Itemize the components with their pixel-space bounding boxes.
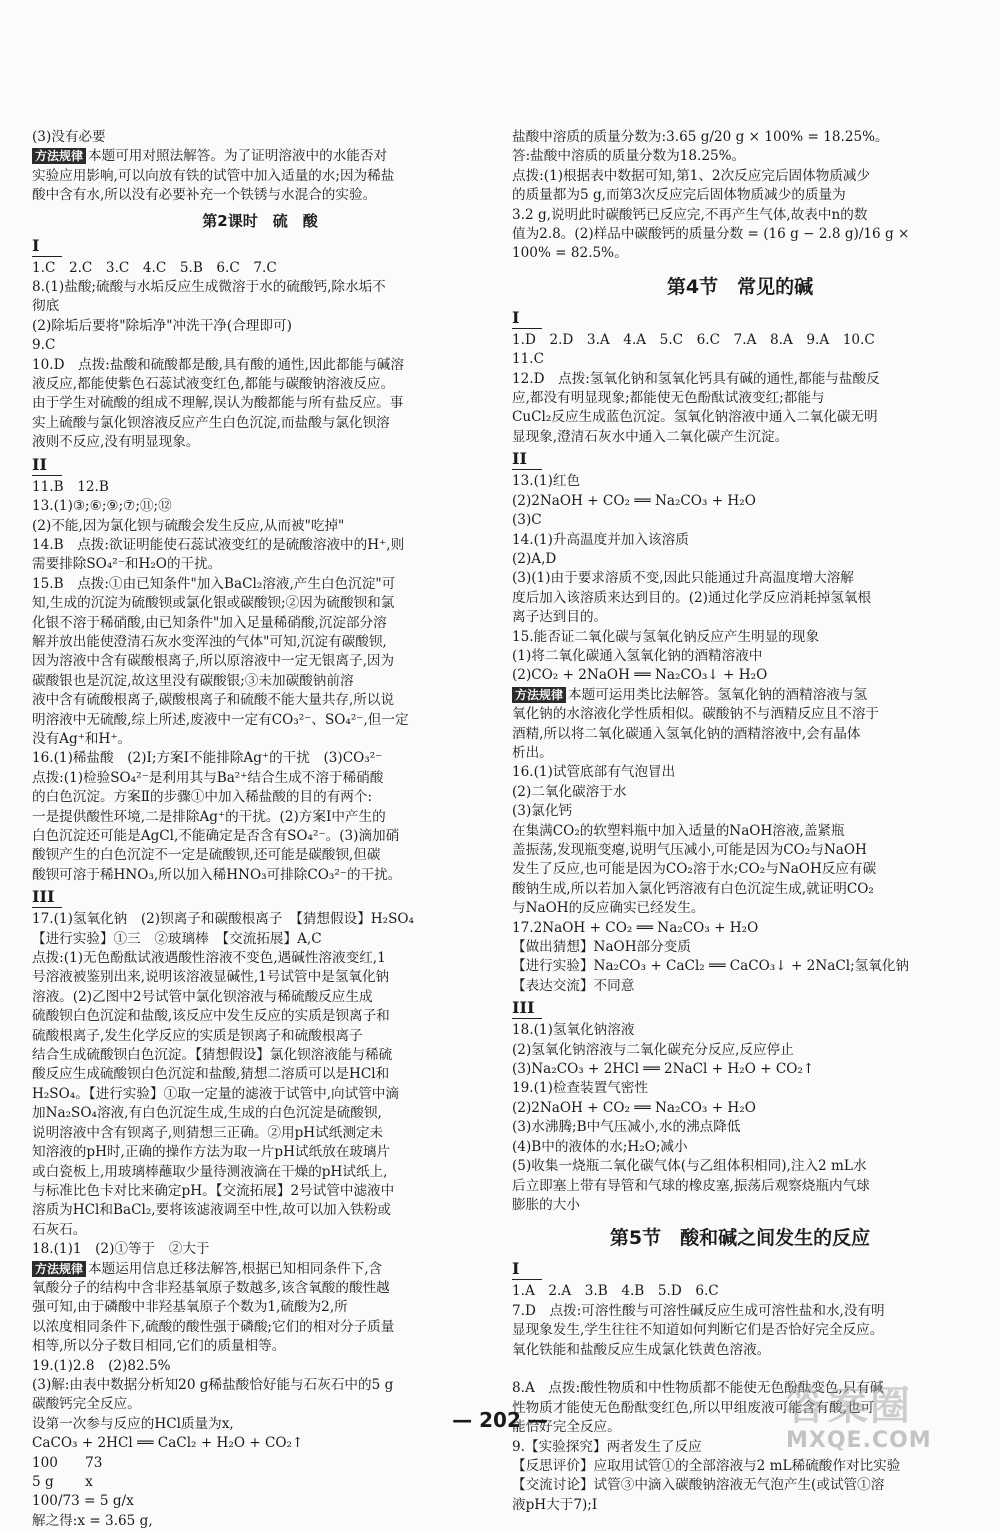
text-line: 【做出猜想】NaOH部分变质: [512, 939, 691, 956]
text-line: 显现象发生,学生往往不知道如何判断它们是否恰好完全反应。: [512, 1322, 884, 1339]
text-line: 【进行实验】①三 ②玻璃棒 【交流拓展】A,C: [32, 930, 322, 947]
text-line: 酒精,所以将二氧化碳通入氢氧化钠的酒精溶液中,会有晶体: [512, 725, 861, 742]
text-line: 点拨:(1)根据表中数据可知,第1、2次反应完后固体物质减少: [512, 167, 871, 184]
text-line: 酸反应生成硫酸钡白色沉淀和盐酸,猜想二溶质可以是HCl和: [32, 1066, 390, 1083]
section-title: 第4节 常见的碱: [666, 275, 814, 298]
level-marker: III: [32, 887, 62, 908]
method-tag: 方法规律: [32, 1261, 86, 1277]
text-line: 1.C 2.C 3.C 4.C 5.B 6.C 7.C: [32, 259, 277, 276]
text-line: (2)CO₂ + 2NaOH ══ Na₂CO₃↓ + H₂O: [512, 667, 768, 684]
level-marker: II: [32, 455, 62, 476]
text-line: 8.A 点拨:酸性物质和中性物质都不能使无色酚酞变色,只有碱: [512, 1380, 884, 1397]
text-line: (2)2NaOH + CO₂ ══ Na₂CO₃ + H₂O: [512, 492, 756, 509]
text-line: 与NaOH的反应确实已经发生。: [512, 900, 705, 917]
text-line: (2)A,D: [512, 550, 557, 567]
answer-block: [512, 331, 968, 447]
text-line: 知,生成的沉淀为硫酸钡或氯化银或碳酸钡;②因为硫酸钡和氯: [32, 595, 395, 612]
text-line: 【进行实验】Na₂CO₃ + CaCl₂ ══ CaCO₃↓ + 2NaCl;氢氧化钠: [512, 958, 910, 975]
method-text: 本题运用信息迁移法解答,根据已知相同条件下,含: [88, 1260, 383, 1277]
text-line: 100% = 82.5%。: [512, 245, 628, 262]
text-line: [512, 1360, 968, 1379]
method-tag: 方法规律: [512, 687, 566, 703]
text-line: 液中含有硫酸根离子,碳酸根离子和硫酸不能大量共存,所以说: [32, 692, 395, 709]
text-line: 硫酸钡白色沉淀和盐酸,该反应中发生反应的实质是钡离子和: [32, 1008, 390, 1025]
text-line: 说明溶液中含有钡离子,则猜想三正确。②用pH试纸测定未: [32, 1124, 384, 1141]
text-line: 15.B 点拨:①由已知条件"加入BaCl₂溶液,产生白色沉淀"可: [32, 575, 396, 592]
text-line: 或白瓷板上,用玻璃棒蘸取少量待测液滴在干燥的pH试纸上,: [32, 1163, 388, 1180]
text-line: 解并放出能使澄清石灰水变浑浊的气体"可知,沉淀有碳酸钡,: [32, 633, 387, 650]
text-line: (5)收集一烧瓶二氧化碳气体(与乙组体积相同),注入2 mL水: [512, 1158, 867, 1175]
text-line: 溶液。(2)乙图中2号试管中氯化钡溶液与稀硫酸反应生成: [32, 988, 373, 1005]
text-line: 没有Ag⁺和H⁺。: [32, 730, 132, 747]
text-line: 盖振荡,发现瓶变瘪,说明气压减小,可能是因为CO₂与NaOH: [512, 842, 867, 858]
text-line: 设第一次参与反应的HCl质量为x,: [32, 1415, 234, 1432]
text-line: (4)B中的液体的水;H₂O;减小: [512, 1138, 688, 1155]
text-line: 9.C: [32, 337, 56, 354]
text-line: 10.D 点拨:盐酸和硫酸都是酸,具有酸的通性,因此都能与碱溶: [32, 356, 404, 373]
answer-block: [32, 1279, 488, 1531]
text-line: 后立即塞上带有导管和气球的橡皮塞,振荡后观察烧瓶内气球: [512, 1177, 870, 1194]
text-line: 的质量都为5 g,而第3次反应完后固体物质减少的质量为: [512, 187, 846, 204]
text-line: 知溶液的pH时,正确的操作方法为取一片pH试纸放在玻璃片: [32, 1144, 391, 1161]
level-marker: I: [32, 236, 62, 257]
method-text: 本题可运用类比法解答。氢氧化钠的酒精溶液与氢: [568, 686, 868, 703]
text-line: 13.(1)③;⑥;⑨;⑦;⑪;⑫: [32, 498, 172, 515]
section-title: 第5节 酸和碱之间发生的反应: [609, 1227, 871, 1250]
text-line: 在集满CO₂的软塑料瓶中加入适量的NaOH溶液,盖紧瓶: [512, 822, 845, 839]
level-marker: I: [512, 1259, 542, 1280]
text-line: 14.(1)升高温度并加入该溶质: [512, 531, 689, 548]
text-line: 点拨:(1)无色酚酞试液遇酸性溶液不变色,遇碱性溶液变红,1: [32, 950, 386, 967]
text-line: 100 73: [32, 1454, 103, 1471]
text-line: 1.D 2.D 3.A 4.A 5.C 6.C 7.A 8.A 9.A 10.C: [512, 331, 875, 348]
text-line: 的白色沉淀。方案Ⅱ的步骤①中加入稀盐酸的目的有两个:: [32, 789, 373, 806]
page-number: — 202 —: [452, 1408, 548, 1432]
text-line: 17.(1)氢氧化钠 (2)钡离子和碳酸根离子 【猜想假设】H₂SO₄: [32, 911, 415, 928]
text-line: 16.(1)试管底部有气泡冒出: [512, 764, 676, 781]
text-line: 能恰好完全反应。: [512, 1419, 621, 1436]
text-line: 溶质为HCl和BaCl₂,要将该滤液调至中性,故可以加入铁粉或: [32, 1202, 392, 1219]
text-line: 离子达到目的。: [512, 609, 608, 626]
text-line: CuCl₂反应生成蓝色沉淀。氢氧化钠溶液中通入二氧化碳无明: [512, 409, 878, 426]
text-line: 【交流讨论】试管③中滴入碳酸钠溶液无气泡产生(或试管①溶: [512, 1477, 885, 1494]
text-line: 1.A 2.A 3.B 4.B 5.D 6.C: [512, 1283, 719, 1300]
text-line: 氧化钠的水溶液化学性质相似。碳酸钠不与酒精反应且不溶于: [512, 706, 880, 723]
text-line: 明溶液中无硫酸,综上所述,废液中一定有CO₃²⁻、SO₄²⁻,但一定: [32, 711, 409, 728]
text-line: 结合生成硫酸钡白色沉淀。【猜想假设】氯化钡溶液能与稀硫: [32, 1047, 393, 1064]
text-line: 11.C: [512, 351, 545, 368]
text-line: 5 g x: [32, 1474, 93, 1490]
text-line: 号溶液被鉴别出来,说明该溶液显碱性,1号试管中是氢氧化钠: [32, 969, 390, 986]
method-tag: 方法规律: [32, 148, 86, 164]
text-line: 发生了反应,也可能是因为CO₂溶于水;CO₂与NaOH反应有碳: [512, 861, 877, 878]
text-line: 以浓度相同条件下,硫酸的酸性强于磷酸;它们的相对分子质量: [32, 1318, 395, 1335]
text-line: 加Na₂SO₄溶液,有白色沉淀生成,生成的白色沉淀是硫酸钡,: [32, 1105, 382, 1122]
text-line: 14.B 点拨:欲证明能使石蕊试液变红的是硫酸溶液中的H⁺,则: [32, 536, 405, 553]
text-line: H₂SO₄。【进行实验】①取一定量的滤液于试管中,向试管中滴: [32, 1085, 399, 1102]
text-line: (3)水沸腾;B中气压减小,水的沸点降低: [512, 1119, 741, 1136]
watermark-url: MXQE.COM: [786, 1428, 932, 1453]
text-line: CaCO₃ + 2HCl ══ CaCl₂ + H₂O + CO₂↑: [32, 1435, 304, 1452]
text-line: 强可知,由于磷酸中非羟基氧原子个数为1,硫酸为2,所: [32, 1299, 348, 1316]
text-line: (2)除垢后要将"除垢净"冲洗干净(合理即可): [32, 317, 292, 334]
text-line: 性物质才能使无色酚酞变红色,所以甲组废液可能含有酸,也可: [512, 1399, 875, 1416]
text-line: 13.(1)红色: [512, 473, 581, 490]
text-line: 与标准比色卡对比来确定pH。【交流拓展】2号试管中滤液中: [32, 1182, 395, 1199]
answer-block: [32, 910, 488, 1259]
text-line: 液pH大于7);I: [512, 1496, 598, 1513]
answer-block: [512, 1021, 968, 1215]
text-line: 9.【实验探究】两者发生了反应: [512, 1438, 702, 1455]
text-line: (3)氯化钙: [512, 803, 573, 820]
text-line: 白色沉淀还可能是AgCl,不能确定是否含有SO₄²⁻。(3)滴加硝: [32, 828, 400, 844]
text-line: 15.能否证二氧化碳与氢氧化钠反应产生明显的现象: [512, 628, 820, 645]
text-line: 应,都没有明显现象;都能使无色酚酞试液变红;都能与: [512, 390, 825, 407]
level-marker: I: [512, 308, 542, 329]
text-line: 【表达交流】不同意: [512, 977, 635, 994]
text-line: 硫酸根离子,发生化学反应的实质是钡离子和硫酸根离子: [32, 1027, 363, 1044]
text-line: 实验应用影响,可以向放有铁的试管中加入适量的水;因为稀盐: [32, 167, 395, 184]
text-line: 酸钡产生的白色沉淀不一定是硫酸钡,还可能是碳酸钡,但碳: [32, 847, 381, 864]
text-line: 8.(1)盐酸;硫酸与水垢反应生成微溶于水的硫酸钙,除水垢不: [32, 279, 386, 296]
answer-block: [32, 478, 488, 886]
text-line: (2)氢氧化钠溶液与二氧化碳充分反应,反应停止: [512, 1041, 794, 1058]
text-line: 酸钡可溶于稀HNO₃,所以加入稀HNO₃可排除CO₃²⁻的干扰。: [32, 866, 402, 883]
text-line: (3)(1)由于要求溶质不变,因此只能通过升高温度增大溶解: [512, 570, 854, 587]
text-line: 【反思评价】应取用试管①的全部溶液与2 mL稀硫酸作对比实验: [512, 1457, 901, 1474]
text-line: 显现象,澄清石灰水中通入二氧化碳产生沉淀。: [512, 428, 789, 445]
text-line: 酸钠生成,所以若加入氯化钙溶液有白色沉淀生成,就证明CO₂: [512, 880, 874, 897]
text-line: 17.2NaOH + CO₂ ══ Na₂CO₃ + H₂O: [512, 919, 759, 936]
level-marker: II: [512, 449, 542, 470]
text-line: 12.D 点拨:氢氧化钠和氢氧化钙具有碱的通性,都能与盐酸反: [512, 370, 880, 387]
text-line: 7.D 点拨:可溶性酸与可溶性碱反应生成可溶性盐和水,没有明: [512, 1302, 885, 1319]
text-line: (3)解:由表中数据分析知20 g稀盐酸恰好能与石灰石中的5 g: [32, 1376, 394, 1393]
answer-block: [32, 259, 488, 453]
text-line: 液反应,都能使紫色石蕊试液变红色,都能与碳酸钠溶液反应。: [32, 376, 395, 393]
text-line: 碳酸银也是沉淀,故这里没有碳酸银;③未加碳酸钠前溶: [32, 672, 354, 689]
text-line: 度后加入该溶质来达到目的。(2)通过化学反应消耗掉氢氧根: [512, 589, 872, 606]
text-line: 3.2 g,说明此时碳酸钙已反应完,不再产生气体,故表中n的数: [512, 206, 868, 223]
left-column: [32, 128, 488, 1531]
text-line: 石灰石。: [32, 1221, 87, 1238]
text-line: (2)2NaOH + CO₂ ══ Na₂CO₃ + H₂O: [512, 1099, 756, 1116]
text-line: 16.(1)稀盐酸 (2)Ⅰ;方案Ⅰ不能排除Ag⁺的干扰 (3)CO₃²⁻: [32, 750, 383, 767]
text-line: (3)C: [512, 512, 542, 529]
text-line: 19.(1)检查装置气密性: [512, 1080, 649, 1097]
text-line: 彻底: [32, 298, 60, 315]
text-line: (1)将二氧化碳通入氢氧化钠的酒精溶液中: [512, 647, 763, 664]
text-line: 因为溶液中含有碳酸根离子,所以原溶液中一定无银离子,因为: [32, 653, 395, 670]
text-line: 酸中含有水,所以没有必要补充一个铁锈与水混合的实验。: [32, 187, 377, 204]
text-line: (2)不能,因为氯化钡与硫酸会发生反应,从而被"吃掉": [32, 517, 345, 534]
text-line: 氧化铁能和盐酸反应生成氯化铁黄色溶液。: [512, 1341, 771, 1358]
text-line: 100/73 = 5 g/x: [32, 1493, 134, 1510]
text-line: 由于学生对硫酸的组成不理解,误认为酸都能与所有盐反应。事: [32, 395, 404, 412]
text-line: 相等,所以分子数目相同,它们的质量相等。: [32, 1338, 286, 1355]
text-line: (3)Na₂CO₃ + 2HCl ══ 2NaCl + H₂O + CO₂↑: [512, 1061, 815, 1078]
method-line: [32, 1260, 488, 1279]
text-line: 盐酸中溶质的质量分数为:3.65 g/20 g × 100% = 18.25%。: [512, 129, 889, 145]
answer-block: [512, 705, 968, 996]
watermark: [786, 1383, 976, 1453]
text-line: 膨胀的大小: [512, 1196, 580, 1213]
text-line: 18.(1)氢氧化钠溶液: [512, 1022, 635, 1039]
text-line: 18.(1)1 (2)①等于 ②大于: [32, 1241, 210, 1258]
text-line: 实上硫酸与氯化钡溶液反应产生白色沉淀,而盐酸与氯化钡溶: [32, 414, 390, 431]
text-line: 氧酸分子的结构中含非羟基氧原子数越多,该含氧酸的酸性越: [32, 1279, 390, 1296]
method-line: [32, 147, 488, 166]
text-line: 化银不溶于稀硝酸,由已知条件"加入足量稀硝酸,沉淀部分溶: [32, 614, 387, 631]
text-line: 点拨:(1)检验SO₄²⁻是利用其与Ba²⁺结合生成不溶于稀硝酸: [32, 769, 384, 786]
text-line: 一是提供酸性环境,二是排除Ag⁺的干扰。(2)方案Ⅰ中产生的: [32, 808, 386, 825]
answer-block: [512, 472, 968, 685]
method-text: 本题可用对照法解答。为了证明溶液中的水能否对: [88, 148, 388, 165]
method-line: [512, 686, 968, 705]
text-line: (3)没有必要: [32, 129, 106, 145]
watermark-logo: 答案圈: [786, 1383, 912, 1429]
text-line: 液则不反应,没有明显现象。: [32, 434, 200, 451]
answer-block: [512, 128, 968, 264]
text-line: 11.B 12.B: [32, 478, 109, 495]
text-line: 析出。: [512, 744, 553, 761]
level-marker: III: [512, 998, 542, 1019]
lesson-title: 第2课时 硫 酸: [202, 211, 318, 230]
text-line: 需要排除SO₄²⁻和H₂O的干扰。: [32, 556, 222, 573]
text-line: 碳酸钙完全反应。: [32, 1396, 141, 1413]
text-line: 解之得:x = 3.65 g,: [32, 1512, 153, 1529]
text-line: 值为2.8。(2)样品中碳酸钙的质量分数 = (16 g − 2.8 g)/16 g ×: [512, 226, 910, 243]
text-line: 19.(1)2.8 (2)82.5%: [32, 1357, 171, 1374]
text-line: 答:盐酸中溶质的质量分数为18.25%。: [512, 148, 746, 165]
text-line: (2)二氧化碳溶于水: [512, 783, 627, 800]
right-column: [512, 128, 968, 1515]
